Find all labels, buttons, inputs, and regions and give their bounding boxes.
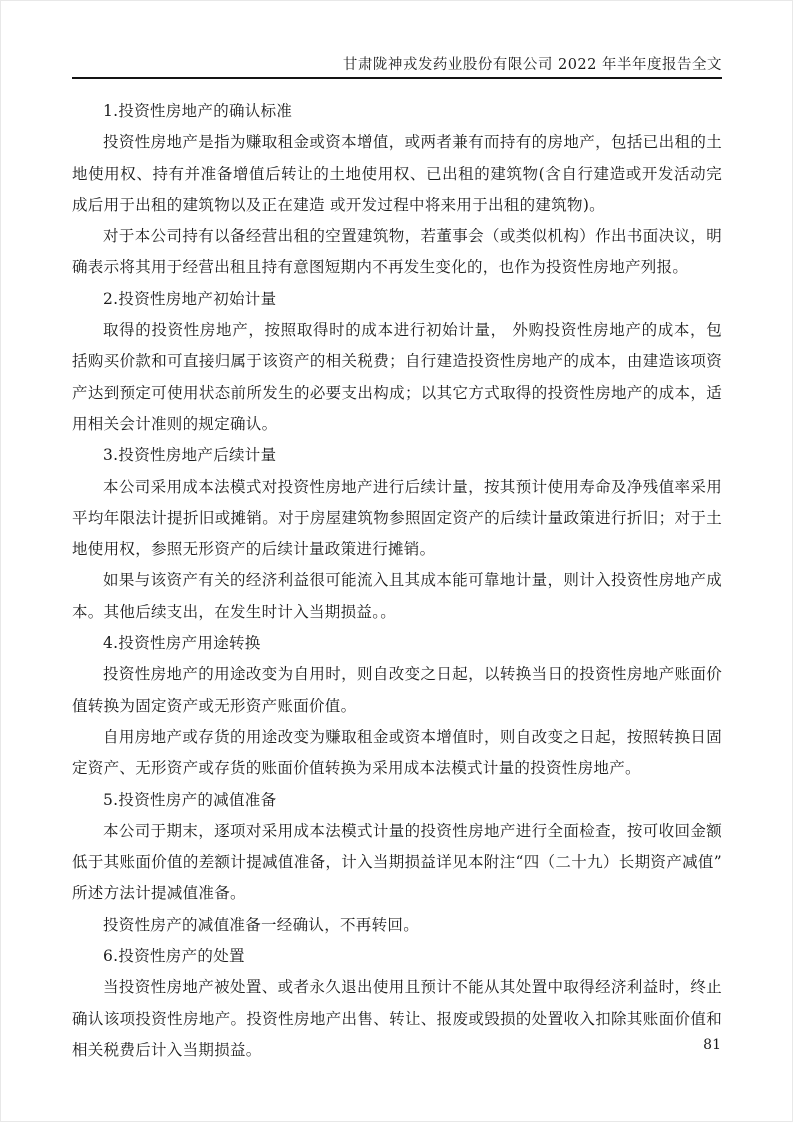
paragraph: 自用房地产或存货的用途改变为赚取租金或资本增值时，则自改变之日起，按照转换日固定资产、无形资产或存货的账面价值转换为采用成本法模式计量的投资性房地产。 <box>72 727 722 778</box>
paragraph: 投资性房地产的用途改变为自用时，则自改变之日起，以转换当日的投资性房地产账面价值转换为固定资产或无形资产账面价值。 <box>72 665 722 715</box>
paragraph: 投资性房产的减值准备一经确认，不再转回。 <box>103 915 420 934</box>
page-number: 81 <box>703 1037 721 1053</box>
paragraph: 取得的投资性房地产，按照取得时的成本进行初始计量， 外购投资性房地产的成本，包括购买价款和可直接归属于该资产的相关税费；自行建造投资性房地产的成本，由建造该项资产达到预定可使用状态前所发生的必要支出构成；以其它方式取得的投资性房地产的成本，适用相关会计准则的规定确认。 <box>72 321 722 433</box>
document-body <box>72 96 722 1066</box>
section-2-heading: 2.投资性房地产初始计量 <box>103 289 277 308</box>
section-4-heading: 4.投资性房产用途转换 <box>103 634 261 653</box>
paragraph: 本公司采用成本法模式对投资性房地产进行后续计量，按其预计使用寿命及净残值率采用平均年限法计提折旧或摊销。对于房屋建筑物参照固定资产的后续计量政策进行折旧；对于土地使用权，参照无形资产的后续计量政策进行摊销。 <box>72 477 722 559</box>
paragraph: 投资性房地产是指为赚取租金或资本增值，或两者兼有而持有的房地产，包括已出租的土地使用权、持有并准备增值后转让的土地使用权、已出租的建筑物(含自行建造或开发活动完成后用于出租的建筑物以及正在建造 或开发过程中将来用于出租的建筑物)。 <box>72 133 722 214</box>
paragraph: 本公司于期末，逐项对采用成本法模式计量的投资性房地产进行全面检查，按可收回金额低于其账面价值的差额计提减值准备，计入当期损益详见本附注“四（二十九）长期资产减值”所述方法计提减值准备。 <box>72 821 722 903</box>
paragraph: 对于本公司持有以备经营出租的空置建筑物，若董事会（或类似机构）作出书面决议，明确表示将其用于经营出租且持有意图短期内不再发生变化的，也作为投资性房地产列报。 <box>72 227 722 277</box>
section-1-heading: 1.投资性房地产的确认标准 <box>103 102 293 120</box>
section-3-heading: 3.投资性房地产后续计量 <box>103 446 277 465</box>
paragraph: 如果与该资产有关的经济利益很可能流入且其成本能可靠地计量，则计入投资性房地产成本。其他后续支出，在发生时计入当期损益。。 <box>72 571 722 621</box>
header-divider <box>72 77 722 79</box>
section-6-heading: 6.投资性房产的处置 <box>103 947 245 966</box>
paragraph: 当投资性房地产被处置、或者永久退出使用且预计不能从其处置中取得经济利益时，终止确认该项投资性房地产。投资性房地产出售、转让、报废或毁损的处置收入扣除其账面价值和相关税费后计入当期损益。 <box>72 978 722 1059</box>
report-header-title: 甘肃陇神戎发药业股份有限公司 2022 年半年度报告全文 <box>342 57 722 73</box>
section-5-heading: 5.投资性房产的减值准备 <box>103 790 277 809</box>
